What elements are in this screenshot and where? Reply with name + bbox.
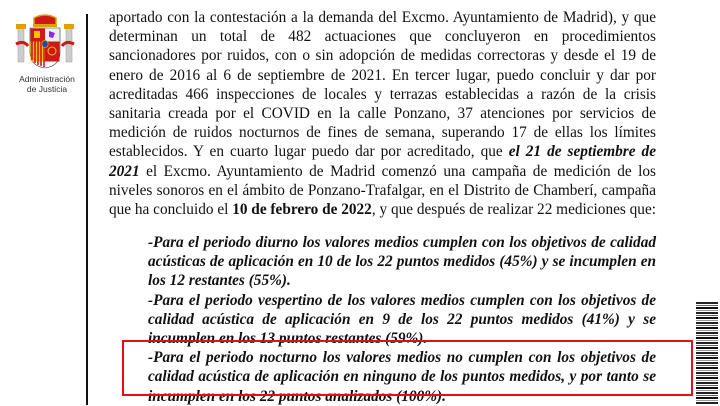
paragraph-text-3: , y que después de realizar 22 mediciones que:: [371, 201, 656, 219]
result-night: -Para el periodo nocturno los valores medios no cumplen con los objetivos de calidad acústica de aplicación en ninguno de los puntos medidos, y por tanto se incumplen en los 22 puntos analizados (100%).: [148, 349, 656, 405]
paragraph-text-1: aportado con la contestación a la demanda del Excmo. Ayuntamiento de Madrid), y que determinan un total de 482 actuaciones que concluyeron en procedimientos sancionadores por ruidos, con o sin adopción de medidas correctoras y desde el 19 de enero de 2016 al 6 de septiembre de 2021. En tercer lugar, puedo concluir y dar por acreditadas 466 inspecciones de locales y terrazas establecidas a razón de la crisis sanitaria creada por el COVID en la calle Ponzano, 37 atenciones por servicios de medición de ruidos nocturnos de fines de semana, superando 17 de ellas los límites establecidos. Y en cuarto lugar puedo dar por acreditado, que: [109, 9, 656, 161]
result-evening: -Para el periodo vespertino de los valores medios cumplen con los objetivos de calidad acústica de aplicación en 9 de los 22 puntos medidos (41%) y se incumplen en los 13 puntos restantes (59%).: [148, 291, 656, 348]
paragraph-text-2: el Excmo. Ayuntamiento de Madrid comenzó una campaña de medición de los niveles sonoros en el ámbito de Ponzano-Trafalgar, en el Distrito de Chamberí, campaña que ha concluido el: [109, 162, 656, 219]
end-date: 10 de febrero de 2022: [232, 201, 372, 219]
highlight-box-night-result: [122, 340, 693, 396]
caption-line-1: Administración: [19, 74, 75, 84]
caption-line-2: de Justicia: [26, 84, 68, 94]
vertical-divider: [86, 14, 88, 405]
coat-of-arms-icon: [14, 14, 76, 70]
main-paragraph: [109, 8, 656, 219]
result-daytime: -Para el periodo diurno los valores medios cumplen con los objetivos de calidad acústicas de aplicación en 10 de los 22 puntos medidos (45%) y se incumplen en los 12 restantes (55%).: [148, 234, 656, 290]
institution-caption: [10, 74, 84, 94]
start-date: el 21 de septiembre de 2021: [109, 143, 656, 180]
barcode-icon: [696, 302, 718, 405]
